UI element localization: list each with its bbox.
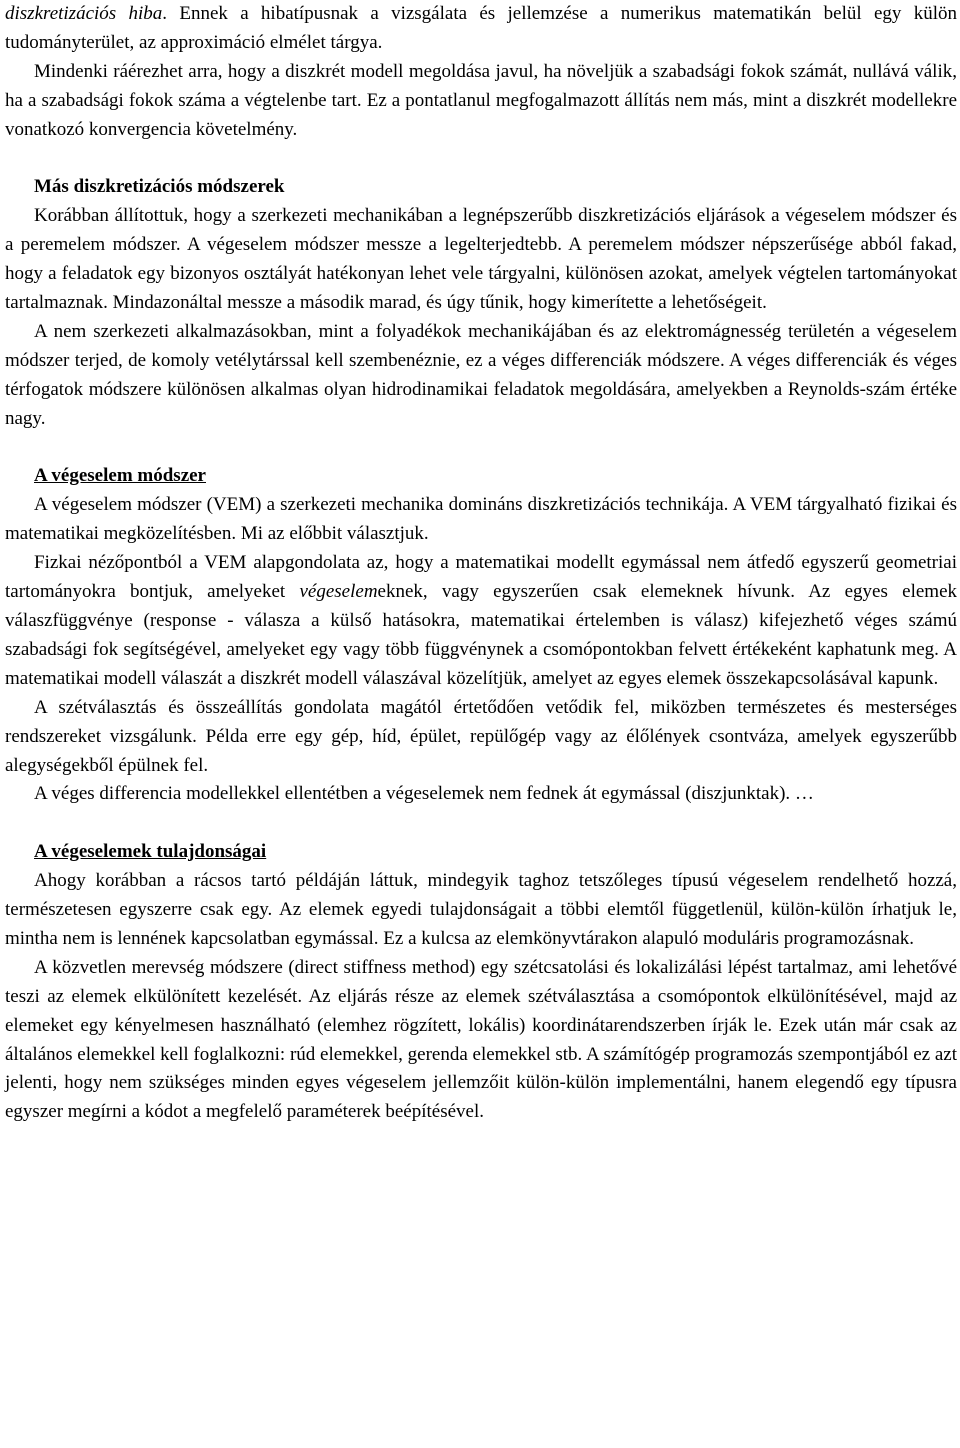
spacer [5, 434, 957, 463]
section3-paragraph-1: Ahogy korábban a rácsos tartó példáján láttuk, mindegyik taghoz tetszőleges típusú végeselem rendelhető hozzá, természetesen egyszerre csak egy. Az elemek egyedi tulajdonságait a többi elemtől függetlenül, külön-külön írhatjuk le, mintha nem is lennének kapcsolatban egymással. Ez a kulcsa az elemkönyvtárakon alapuló moduláris programozásnak. [5, 870, 957, 949]
spacer [5, 145, 957, 174]
section3-paragraph-2: A közvetlen merevség módszere (direct stiffness method) egy szétcsatolási és lokalizálási lépést tartalmaz, ami lehetővé teszi az elemek elkülönített kezelését. Az eljárás része az elemek szétválasztása a csomópontok elkülönítésével, majd az elemeket egy kényelmesen használható (elemhez rögzített, lokális) koordinátarendszerben írják le. Ezek után már csak az általános elemekkel kell foglalkozni: rúd elemekkel, gerenda elemekkel stb. A számítógép programozás szempontjából ez azt jelenti, hogy nem szükséges minden egyes végeselem jellemzőit külön-külön implementálni, hanem elegendő egy típusra egyszer megírni a kódot a megfelelő paraméterek beépítésével. [5, 956, 957, 1123]
section1-paragraph-1: Korábban állítottuk, hogy a szerkezeti mechanikában a legnépszerűbb diszkretizációs eljárások a végeselem módszer és a peremelem módszer. A végeselem módszer messze a legelterjedtebb. A peremelem módszer népszerűsége abból fakad, hogy a feladatok egy bizonyos osztályát hatékonyan lehet vele tárgyalni, különösen azokat, amelyek végtelen tartományokat tartalmaznak. Mindazonáltal messze a második marad, és úgy tűnik, hogy kimerítette a lehetőségeit. [5, 205, 957, 314]
intro-paragraph-2: Mindenki ráérezhet arra, hogy a diszkrét modell megoldása javul, ha növeljük a szabadsági fokok számát, nullává válik, ha a szabadsági fokok száma a végtelenbe tart. Ez a pontatlanul megfogalmazott állítás nem más, mint a diszkrét modellekre vonatkozó konvergencia követelmény. [5, 60, 957, 140]
section2-paragraph-2 [5, 549, 957, 694]
section2-paragraph-2-start: Fizkai nézőpontból a VEM alapgondolata az, hogy a matematikai modellt egymással nem átfedő egyszerű geometriai tartományokra bontjuk, amelyeket [5, 552, 957, 603]
section-heading-element-properties: A végeselemek tulajdonságai [34, 841, 267, 863]
section2-italic-term: végeselem [299, 581, 378, 603]
section-heading-fem: A végeselem módszer [34, 465, 206, 487]
section2-paragraph-1: A végeselem módszer (VEM) a szerkezeti mechanika domináns diszkretizációs technikája. A VEM tárgyalható fizikai és matematikai megközelítésben. Mi az előbbit választjuk. [5, 494, 957, 545]
section2-paragraph-3: A szétválasztás és összeállítás gondolata magától értetődően vetődik fel, miközben természetes és mesterséges rendszereket vizsgálunk. Példa erre egy gép, híd, épület, repülőgép vagy az élőlények csontváza, amelyek egyszerűbb alegységekből épülnek fel. [5, 696, 957, 776]
intro-paragraph-1-text: . Ennek a hibatípusnak a vizsgálata és jellemzése a numerikus matematikán belül egy külön tudományterület, az approximáció elmélet tárgya. [5, 3, 957, 53]
spacer [5, 809, 957, 838]
section2-paragraph-4: A véges differencia modellekkel ellentétben a végeselemek nem fednek át egymással (diszjunktak). … [34, 783, 814, 805]
section2-paragraph-2-end: eknek, vagy egyszerűen csak elemeknek hívunk. Az egyes elemek válaszfüggvénye (response - válasza a külső hatásokra, matematikai értelemben is válasz) kifejezhető véges számú szabadsági fok segítségével, amelyeket egy vagy több függvénynek a csomópontokban felvett értékeként kaphatunk meg. A matematikai modell válaszát a diszkrét modell válaszával közelítjük, amelyet az egyes elemek összekapcsolásával kapunk. [5, 581, 957, 689]
intro-italic-term: diszkretizációs hiba [5, 3, 163, 24]
section-heading-other-methods: Más diszkretizációs módszerek [34, 176, 285, 198]
section1-paragraph-2: A nem szerkezeti alkalmazásokban, mint a folyadékok mechanikájában és az elektromágnesség területén a végeselem módszer terjed, de komoly vetélytárssal kell szembenéznie, ez a véges differenciák módszere. A véges differenciák és véges térfogatok módszere különösen alkalmas olyan hidrodinamikai feladatok megoldására, amelyekben a Reynolds-szám értéke nagy. [5, 320, 957, 429]
intro-paragraph-1 [5, 0, 957, 58]
